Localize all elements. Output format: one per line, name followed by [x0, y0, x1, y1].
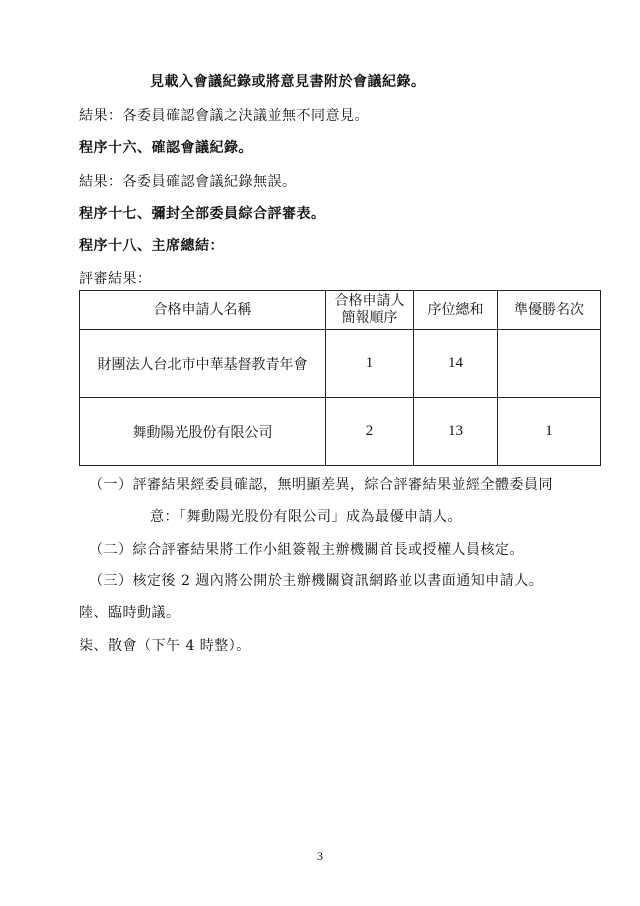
header-order-line-1: 合格申請人 [334, 293, 405, 309]
runner-up-cell: 1 [498, 398, 601, 466]
item-7-adjournment: 柒、散會（下午 4 時整）。 [79, 638, 251, 654]
runner-up-cell [498, 330, 601, 398]
procedure-18-heading: 程序十八、主席總結： [79, 238, 224, 254]
procedure-17-heading: 程序十七、彌封全部委員綜合評審表。 [79, 206, 326, 222]
result-line-2: 結果：各委員確認會議紀錄無誤。 [79, 174, 297, 190]
table-header-row [80, 291, 601, 330]
rank-sum-cell: 13 [414, 398, 498, 466]
continuation-line: 見載入會議紀錄或將意見書附於會議紀錄。 [150, 74, 426, 90]
header-rank-sum: 序位總和 [414, 291, 498, 330]
rank-sum-cell: 14 [414, 330, 498, 398]
note-2: （二）綜合評審結果將工作小組簽報主辦機關首長或授權人員核定。 [89, 542, 524, 558]
header-runner-up: 準優勝名次 [498, 291, 601, 330]
header-presentation-order [326, 291, 414, 330]
item-6-extempore-motion: 陸、臨時動議。 [79, 605, 181, 621]
table-row [80, 398, 601, 466]
presentation-order-cell: 2 [326, 398, 414, 466]
applicant-name-cell: 財團法人台北市中華基督教青年會 [80, 330, 326, 398]
note-3: （三）核定後 2 週內將公開於主辦機關資訊網路並以書面通知申請人。 [89, 573, 544, 589]
page-number: 3 [317, 849, 323, 863]
review-result-label: 評審結果： [79, 271, 152, 287]
presentation-order-cell: 1 [326, 330, 414, 398]
header-applicant-name: 合格申請人名稱 [80, 291, 326, 330]
procedure-16-heading: 程序十六、確認會議紀錄。 [79, 140, 253, 156]
result-line-1: 結果：各委員確認會議之決議並無不同意見。 [79, 108, 369, 124]
review-result-table [79, 290, 601, 466]
note-1-line-1: （一）評審結果經委員確認，無明顯差異，綜合評審結果並經全體委員同 [89, 477, 553, 493]
table-row [80, 330, 601, 398]
note-1-line-2: 意：「舞動陽光股份有限公司」成為最優申請人。 [150, 509, 462, 525]
header-order-line-2: 簡報順序 [341, 310, 398, 326]
applicant-name-cell: 舞動陽光股份有限公司 [80, 398, 326, 466]
